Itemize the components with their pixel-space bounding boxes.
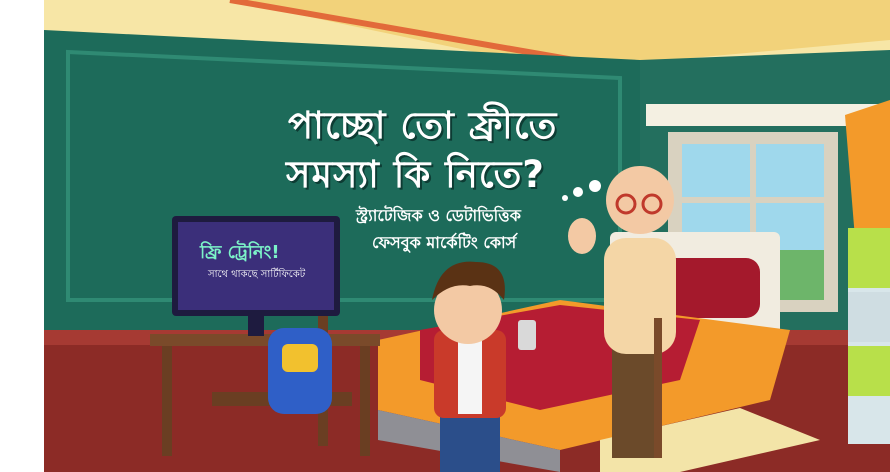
tv-subtitle: সাথে থাকছে সার্টিফিকেট xyxy=(208,269,306,280)
backpack-pocket xyxy=(282,344,318,372)
cabinet-door-low xyxy=(848,346,890,396)
thought-dot-3 xyxy=(589,180,601,192)
oldman-hand xyxy=(568,218,596,254)
subheadline-line-1: স্ট্র্যাটেজিক ও ডেটাভিত্তিক xyxy=(356,206,521,225)
thought-dot-1 xyxy=(562,195,568,201)
thought-dot-2 xyxy=(573,187,583,197)
desk-leg-right xyxy=(360,346,370,456)
cabinet-door-top xyxy=(848,228,890,288)
subheadline-line-2: ফেসবুক মার্কেটিং কোর্স xyxy=(372,233,517,252)
tv-title: ফ্রি ট্রেনিং! xyxy=(200,242,280,263)
boy-jeans xyxy=(440,410,500,472)
boy-shirt xyxy=(458,334,482,414)
monitor-stand xyxy=(248,316,264,336)
desk-leg-left xyxy=(162,346,172,456)
desk-top xyxy=(150,334,380,346)
headline-line-2: সমস্যা কি নিতে? xyxy=(286,153,545,196)
headline-line-1: পাচ্ছো তো ফ্রীতে xyxy=(288,104,558,147)
oldman-sweater xyxy=(604,238,676,354)
walking-cane xyxy=(654,318,662,458)
cabinet-door-mid xyxy=(848,292,890,342)
oldman-face xyxy=(606,166,674,234)
phone-icon xyxy=(518,320,536,350)
